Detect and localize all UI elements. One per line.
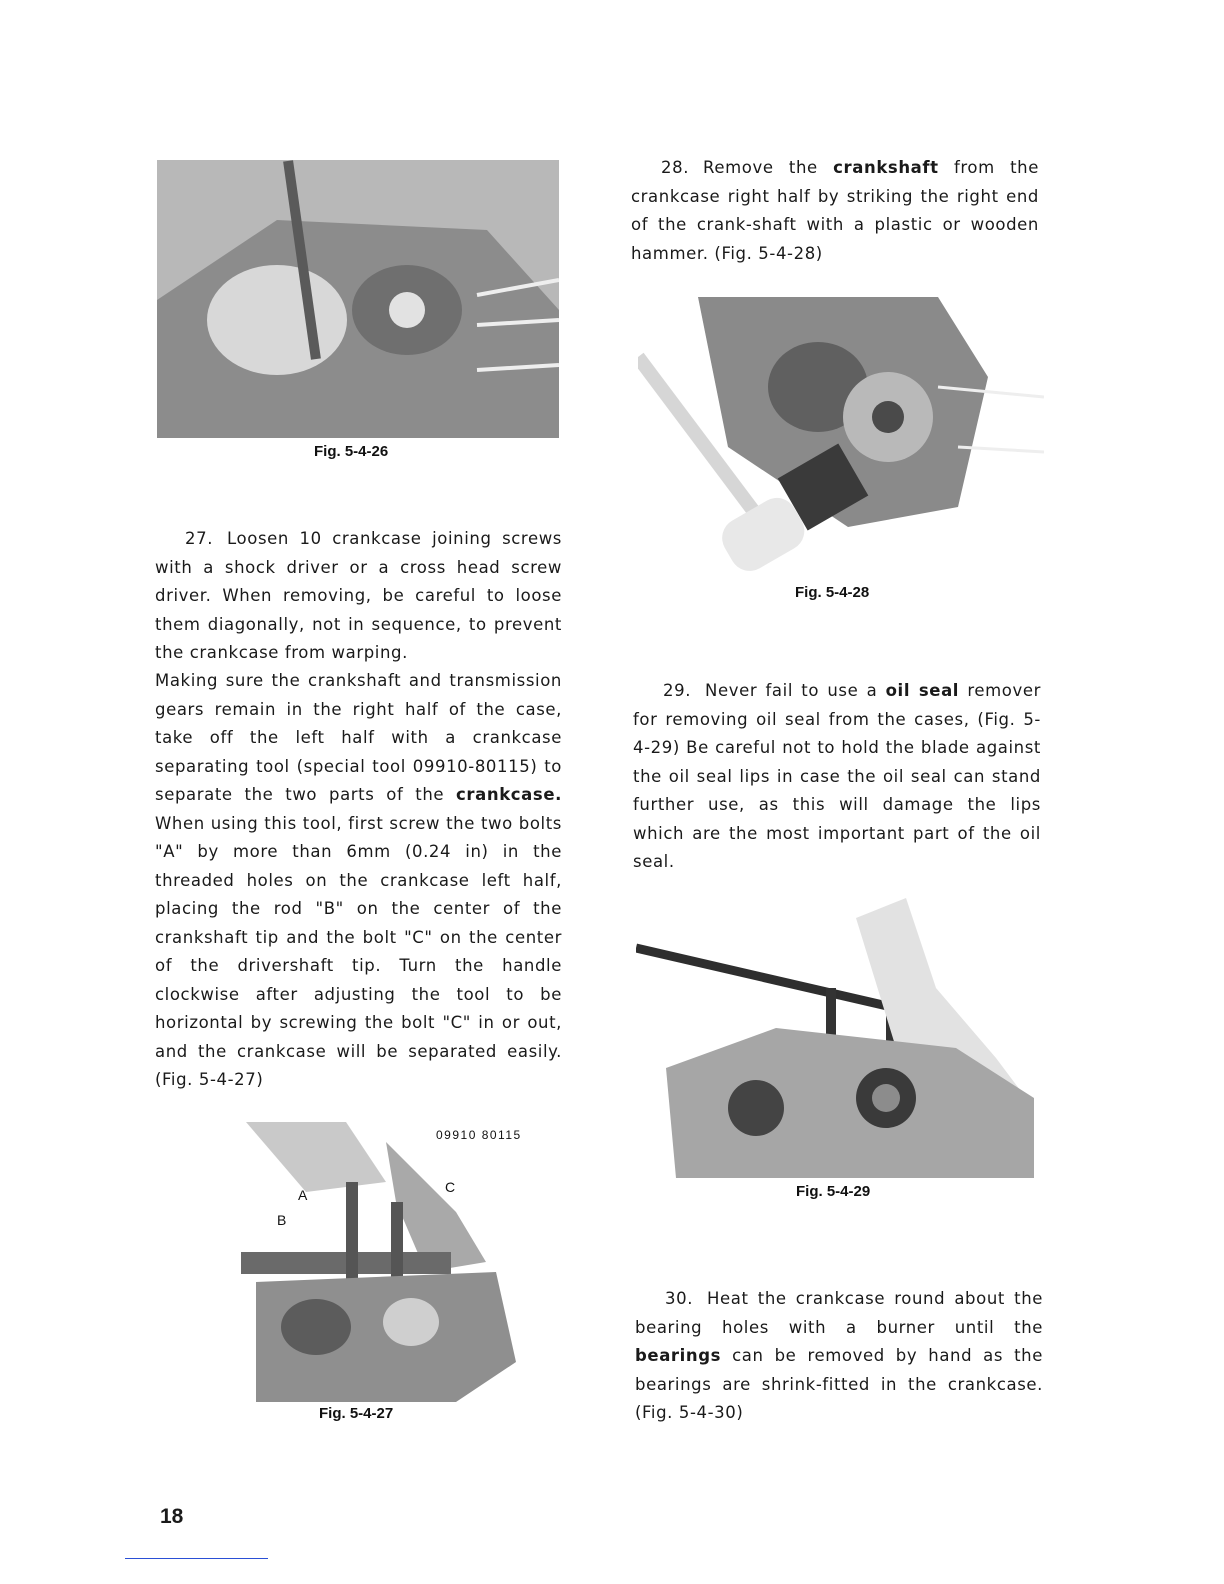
step-29-number: 29. (663, 681, 692, 700)
label-a: A (298, 1187, 308, 1203)
step-29-text-b: remover for removing oil seal from the cases, (Fig. 5-4-29) Be careful not to hold the blade against the oil seal lips in case the oil seal can stand further use, as this will damage the lips which are the most important part of the oil seal. (633, 681, 1041, 871)
step-29-paragraph (633, 677, 1041, 877)
figure-5-4-28-photo (638, 297, 1044, 577)
step-28-number: 28. (661, 158, 690, 177)
figure-5-4-27-photo (196, 1122, 526, 1402)
step-27-number: 27. (185, 529, 214, 548)
step-28-text-b: from the crankcase right half by striking the right end of the crank-shaft with a plastic or wooden hammer. (Fig. 5-4-28) (631, 158, 1039, 263)
page-number: 18 (160, 1505, 184, 1528)
step-27-paragraph-1 (155, 525, 562, 668)
label-c: C (445, 1179, 456, 1195)
step-30-text-b: can be removed by hand as the bearings are shrink-fitted in the crankcase. (Fig. 5-4-30) (635, 1346, 1043, 1422)
step-29-text-a: Never fail to use a (705, 681, 886, 700)
step-27-text-1: Loosen 10 crankcase joining screws with a shock driver or a cross head screw driver. When removing, be careful to loose them diagonally, not in sequence, to prevent the crankcase from warping. (155, 529, 562, 662)
step-30-number: 30. (665, 1289, 694, 1308)
step-27-bold-crankcase: crankcase. (456, 785, 562, 804)
figure-5-4-28-caption: Fig. 5-4-28 (795, 584, 870, 601)
step-30-text-a: Heat the crankcase round about the bearing holes with a burner until the (635, 1289, 1043, 1337)
tool-number-label: 09910 80115 (436, 1128, 522, 1142)
step-29-bold-oil-seal: oil seal (885, 681, 960, 700)
step-27-paragraph-2 (155, 667, 562, 1095)
step-28-paragraph (631, 154, 1039, 268)
figure-5-4-29-photo (636, 898, 1034, 1178)
figure-5-4-27-caption: Fig. 5-4-27 (319, 1405, 394, 1422)
step-28-text-a: Remove the (703, 158, 834, 177)
figure-5-4-26-photo (157, 160, 559, 438)
step-27-text-2b: When using this tool, first screw the two bolts "A" by more than 6mm (0.24 in) in the threaded holes on the crankcase left half, placing the rod "B" on the center of the crankshaft tip and the bolt "C" on the center of the drivershaft tip. Turn the handle clockwise after adjusting the tool to be horizontal by screwing the bolt "C" in or out, and the crankcase will be separated easily. (Fig. 5-4-27) (155, 813, 562, 1089)
label-b: B (277, 1212, 287, 1228)
step-27-text-2a: Making sure the crankshaft and transmission gears remain in the right half of the case, take off the left half with a crankcase separating tool (special tool 09910-80115) to separate the two parts of the (155, 671, 562, 804)
step-30-bold-bearings: bearings (635, 1346, 722, 1365)
step-30-paragraph (635, 1285, 1043, 1428)
footer-rule (125, 1558, 268, 1559)
step-28-bold-crankshaft: crankshaft (833, 158, 939, 177)
figure-5-4-26-caption: Fig. 5-4-26 (314, 443, 389, 460)
figure-5-4-29-caption: Fig. 5-4-29 (796, 1183, 871, 1200)
